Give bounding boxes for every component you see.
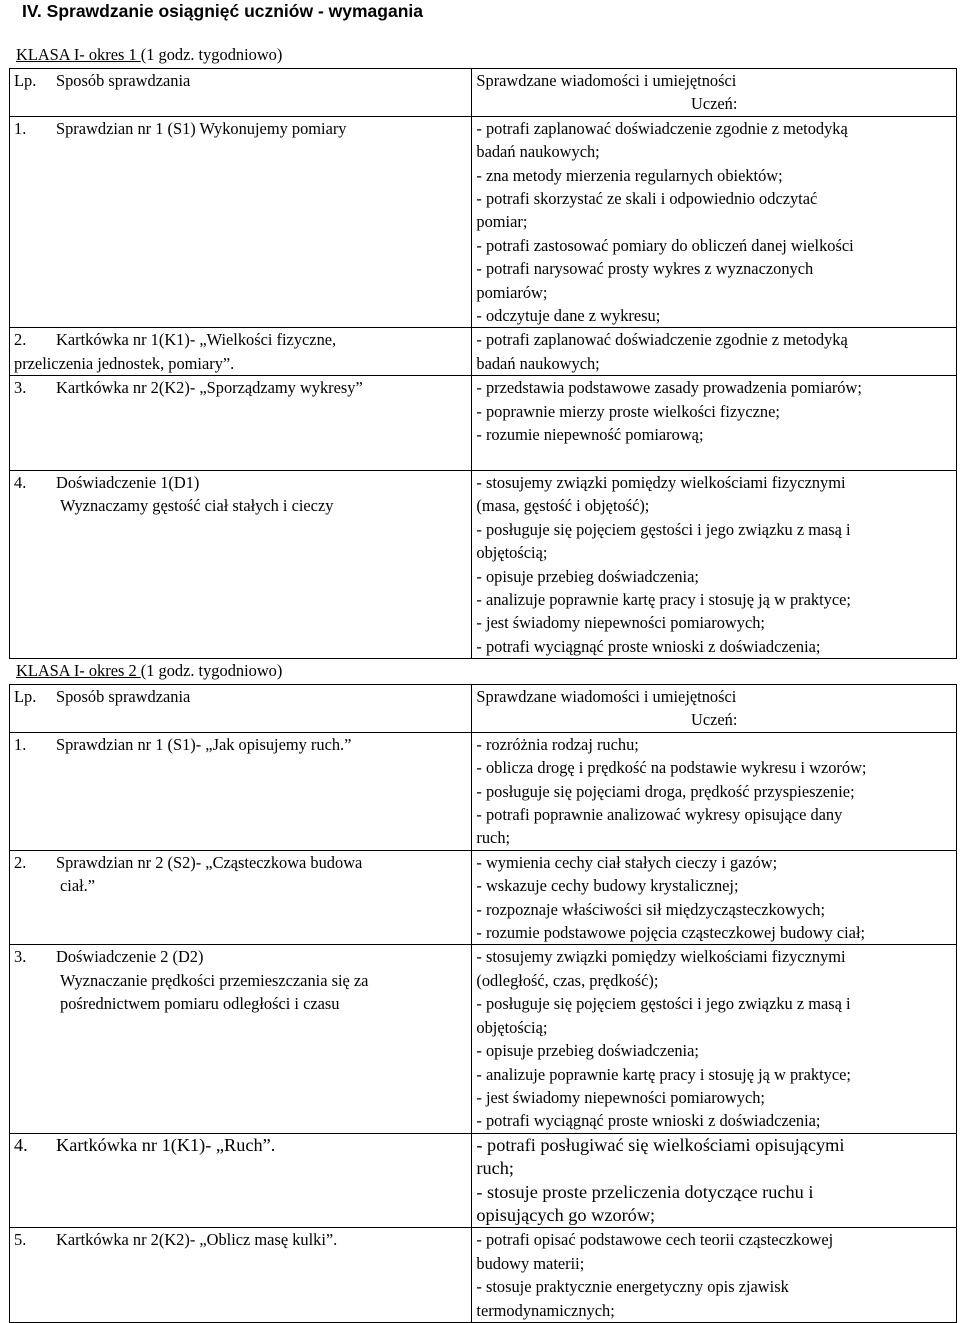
skill-line: termodynamicznych; [476,1300,615,1320]
skill-line: - potrafi zaplanować doświadczenie zgodnie z metodyką [476,330,848,350]
skill-line [476,447,952,470]
skill-line: - rozróżnia rodzaj ruchu; [476,734,639,754]
skill-line: - oblicza drogę i prędkość na podstawie wykresu i wzorów; [476,758,867,778]
skill-line: ruch; [476,828,511,848]
method-line: Kartkówka nr 1(K1)- „Wielkości fizyczne, [56,330,337,350]
row-number: 5. [14,1230,27,1250]
skill-line: - potrafi zaplanować doświadczenie zgodnie z metodyką [476,118,848,138]
skill-line: - rozumie podstawowe pojęcia cząsteczkowej budowy ciał; [476,923,866,943]
skills-cell [472,945,957,1133]
table-row [10,470,957,658]
skill-line: - potrafi wyciągnąć proste wnioski z doświadczenia; [476,636,821,656]
header-student: Uczeń: [690,94,738,114]
header-skills: Sprawdzane wiadomości i umiejętności [476,687,737,706]
skill-line: - posługuje się pojęciem gęstości i jego związku z masą i [476,994,851,1014]
skills-cell [472,1228,957,1323]
method-cell [10,328,472,376]
skill-line: budowy materii; [476,1253,585,1273]
method-line: ciał.” [60,876,96,896]
table-header-row [10,69,957,117]
header-method-cell [10,69,472,117]
skill-line: badań naukowych; [476,353,600,373]
skills-cell [472,376,957,471]
method-cell [10,1228,472,1323]
section1-title [16,44,282,66]
table-row [10,328,957,376]
header-student: Uczeń: [690,710,738,730]
skill-line: - stosujemy związki pomiędzy wielkościami fizycznymi [476,947,846,967]
skill-line: pomiar; [476,212,528,232]
table-row [10,1228,957,1323]
skill-line: - potrafi narysować prosty wykres z wyznaczonych [476,259,814,279]
skills-cell [472,470,957,658]
skill-line: - potrafi wyciągnąć proste wnioski z doświadczenia; [476,1111,821,1131]
row-number: 1. [14,118,27,138]
skill-line: - stosuje praktycznie energetyczny opis zjawisk [476,1277,789,1297]
table-row [10,116,957,328]
skills-cell [472,328,957,376]
skills-cell [472,850,957,945]
method-line: Sprawdzian nr 2 (S2)- „Cząsteczkowa budowa [56,852,363,872]
method-line: Sprawdzian nr 1 (S1)- „Jak opisujemy ruch.” [56,734,352,754]
skill-line: - potrafi opisać podstawowe cech teorii cząsteczkowej [476,1230,834,1250]
table-row [10,1133,957,1228]
skill-line: - jest świadomy niepewności pomiarowych; [476,1087,765,1107]
method-line: Sprawdzian nr 1 (S1) Wykonujemy pomiary [56,118,347,138]
header-method: Sposób sprawdzania [56,71,191,90]
skill-line: - stosuje proste przeliczenia dotyczące ruchu i [476,1181,814,1202]
method-line: Doświadczenie 2 (D2) [56,947,204,967]
method-line: Kartkówka nr 2(K2)- „Oblicz masę kulki”. [56,1230,338,1250]
method-cell [10,376,472,471]
method-cell [10,850,472,945]
section2-hours: (1 godz. tygodniowo) [140,661,283,680]
skill-line: - analizuje poprawnie kartę pracy i stosuję ją w praktyce; [476,589,851,609]
section1-hours: (1 godz. tygodniowo) [140,45,283,64]
skill-line: - opisuje przebieg doświadczenia; [476,1041,699,1061]
method-cell [10,945,472,1133]
skill-line: - posługuje się pojęciami droga, prędkość przyspieszenie; [476,781,855,801]
skills-cell [472,116,957,328]
method-cell [10,1133,472,1228]
section2-title [16,660,282,682]
skill-line: - potrafi posługiwać się wielkościami opisującymi [476,1134,845,1155]
method-line: przeliczenia jednostek, pomiary”. [14,353,235,373]
skill-line: (odległość, czas, prędkość); [476,970,659,990]
row-number: 4. [14,1134,28,1155]
skill-line: - potrafi poprawnie analizować wykresy opisujące dany [476,805,843,825]
table-row [10,376,957,471]
method-line: Doświadczenie 1(D1) [56,472,200,492]
section1-klasa: KLASA I- okres 1 [16,45,141,64]
header-method: Sposób sprawdzania [56,687,191,706]
method-line: Wyznaczanie prędkości przemieszczania się za [60,970,369,990]
skills-cell [472,1133,957,1228]
row-number: 3. [14,378,27,398]
table-row [10,732,957,850]
table-row [10,945,957,1133]
header-skills: Sprawdzane wiadomości i umiejętności [476,71,737,90]
skill-line: ruch; [476,1158,514,1179]
method-line: pośrednictwem pomiaru odległości i czasu [60,994,340,1014]
method-cell [10,470,472,658]
skill-line: objętością; [476,1017,548,1037]
row-number: 1. [14,734,27,754]
skill-line: (masa, gęstość i objętość); [476,496,650,516]
row-number: 3. [14,947,27,967]
skill-line: - jest świadomy niepewności pomiarowych; [476,613,765,633]
skills-cell [472,732,957,850]
table-header-row [10,685,957,733]
table-row [10,850,957,945]
header-lp: Lp. [14,687,37,706]
skill-line: - poprawnie mierzy proste wielkości fizyczne; [476,401,780,421]
header-skills-cell [472,69,957,117]
section1-table [9,68,957,659]
skill-line: objętością; [476,543,548,563]
skill-line: - opisuje przebieg doświadczenia; [476,566,699,586]
skill-line: badań naukowych; [476,142,600,162]
skill-line: - potrafi zastosować pomiary do obliczeń danej wielkości [476,235,854,255]
method-line: Kartkówka nr 1(K1)- „Ruch”. [56,1134,276,1155]
skill-line: - przedstawia podstawowe zasady prowadzenia pomiarów; [476,378,862,398]
method-line: Kartkówka nr 2(K2)- „Sporządzamy wykresy” [56,378,363,398]
page-heading: IV. Sprawdzanie osiągnięć uczniów - wymagania [22,1,423,21]
method-line: Wyznaczamy gęstość ciał stałych i cieczy [60,496,334,516]
header-skills-cell [472,685,957,733]
skill-line: pomiarów; [476,282,548,302]
skill-line: - wymienia cechy ciał stałych cieczy i gazów; [476,852,778,872]
skill-line: opisujących go wzorów; [476,1204,656,1225]
skill-line: - stosujemy związki pomiędzy wielkościami fizycznymi [476,472,846,492]
row-number: 2. [14,330,27,350]
skill-line: - rozpoznaje właściwości sił międzycząsteczkowych; [476,899,826,919]
section2-klasa: KLASA I- okres 2 [16,661,141,680]
skill-line: - zna metody mierzenia regularnych obiektów; [476,165,783,185]
skill-line: - posługuje się pojęciem gęstości i jego związku z masą i [476,519,851,539]
skill-line: - odczytuje dane z wykresu; [476,306,661,326]
method-cell [10,116,472,328]
skill-line: - rozumie niepewność pomiarową; [476,425,704,445]
skill-line: - wskazuje cechy budowy krystalicznej; [476,876,739,896]
row-number: 4. [14,472,27,492]
header-method-cell [10,685,472,733]
header-lp: Lp. [14,71,37,90]
method-cell [10,732,472,850]
skill-line: - potrafi skorzystać ze skali i odpowiednio odczytać [476,189,818,209]
section2-table [9,684,957,1323]
row-number: 2. [14,852,27,872]
skill-line: - analizuje poprawnie kartę pracy i stosuję ją w praktyce; [476,1064,851,1084]
